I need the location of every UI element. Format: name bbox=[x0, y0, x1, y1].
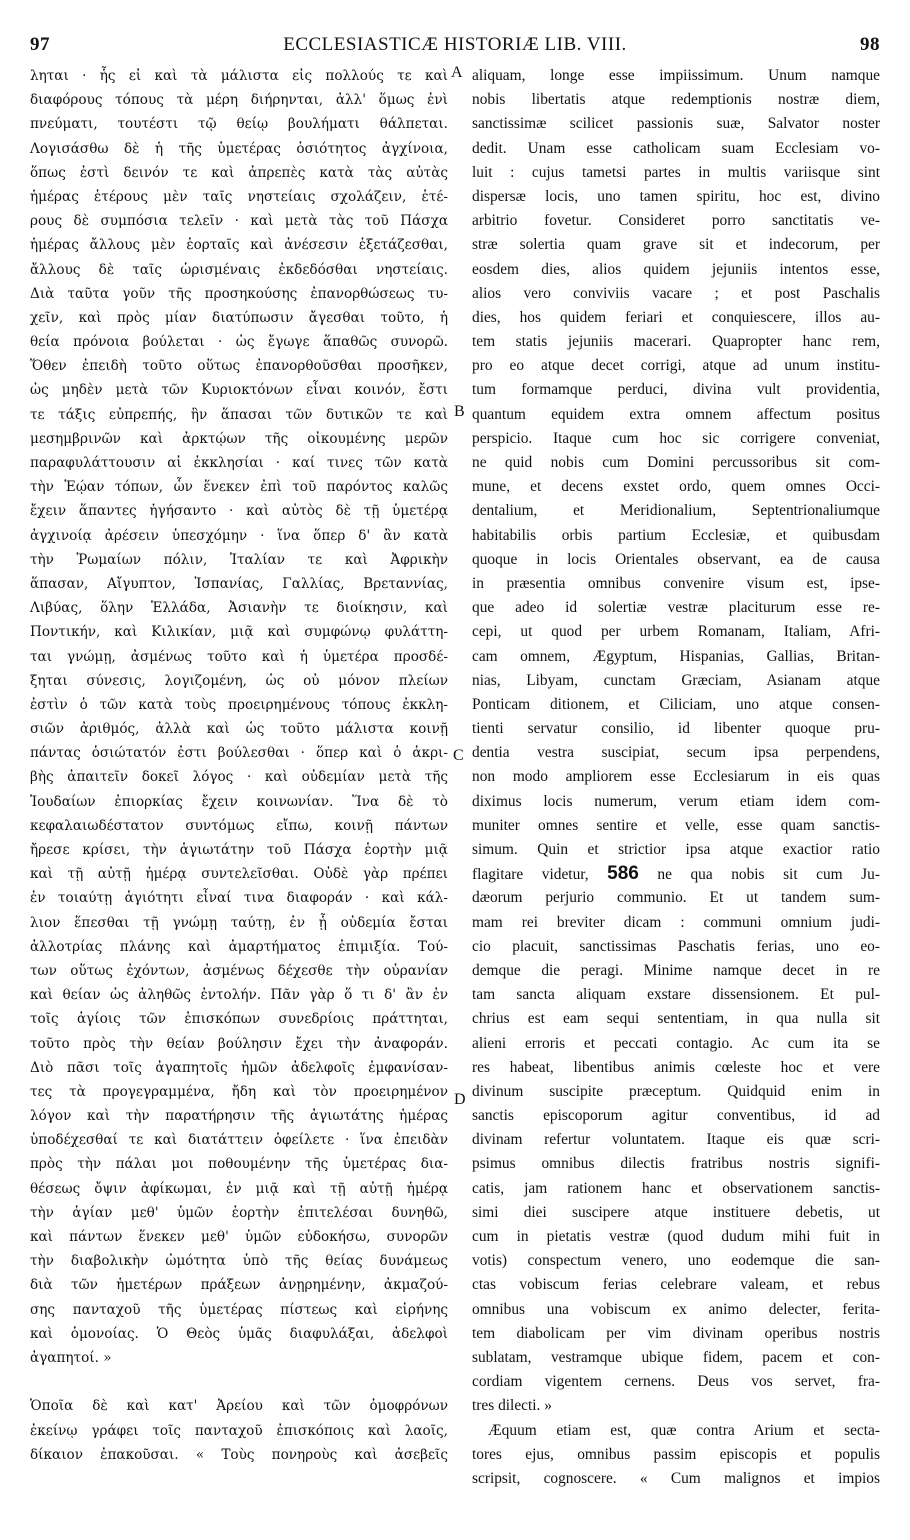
latin-line: nias, Libyam, cunctam Græciam, Asianam atque bbox=[472, 671, 880, 689]
greek-line: ὡς μηδὲν μετὰ τῶν Κυριοκτόνων εἶναι κοινόν, ἔστι bbox=[30, 382, 448, 399]
page-number-left: 97 bbox=[30, 34, 50, 55]
greek-line: τοῦτο πρὸς τὴν θείαν βούλησιν ἔχει τὴν ἀναφοράν. bbox=[30, 1035, 448, 1052]
latin-line: mam rei breviter dicam : communi omnium judi- bbox=[472, 913, 880, 931]
greek-line: ἅπασαν, Αἴγυπτον, Ἱσπανίας, Γαλλίας, Βρεταννίας, bbox=[30, 575, 448, 592]
running-title: ECCLESIASTICÆ HISTORIÆ LIB. VIII. bbox=[283, 34, 627, 55]
greek-line: ται γνώμῃ, ἀσμένως τοῦτο καὶ ἡ ὑμετέρα προσδέ- bbox=[30, 648, 448, 665]
latin-line: arbitrio fovetur. Consideret porro sanctitatis ve- bbox=[472, 212, 880, 230]
greek-line: διαφόρους τόπους τὰ μέρη διήρηνται, ἀλλ' ὅμως ἑνὶ bbox=[30, 92, 448, 109]
greek-line: ἀγαπητοί. » bbox=[30, 1349, 112, 1366]
latin-line: catis, jam rationem hanc et observationem sanctis- bbox=[472, 1179, 880, 1197]
latin-line: Ponticam ditionem, et Ciliciam, uno atque consen- bbox=[472, 695, 880, 713]
latin-line: dies, hos quidem feriari et conquiescere, illos au- bbox=[472, 308, 880, 326]
greek-line: κεφαλαιωδέστατον συντόμως εἴπω, κοινῇ πάντων bbox=[30, 817, 448, 834]
latin-line-new-paragraph: scripsit, cognoscere. « Cum malignos et impios bbox=[472, 1469, 880, 1487]
greek-line: των οὕτως ἐχόντων, ἀσμένως δέχεσθε τὴν οὐρανίαν bbox=[30, 962, 448, 979]
greek-line: Λιβύας, ὅλην Ἑλλάδα, Ἀσιανὴν τε διοίκησιν, καὶ bbox=[30, 600, 448, 617]
latin-line: cum in pietatis vestræ (quod dudum mihi fuit in bbox=[472, 1228, 880, 1245]
greek-line: ἤρεσε κρίσει, τὴν ἁγιωτάτην τοῦ Πάσχα ἑορτὴν μιᾷ bbox=[30, 842, 448, 858]
latin-line: pro eo atque decet corrigi, atque ad unum institu- bbox=[472, 357, 880, 375]
latin-line: ctas vobiscum ferias celebrare valeam, et rebus bbox=[472, 1276, 880, 1294]
greek-line: πρὸς τὴν πάλαι μοι ποθουμένην τῆς ὑμετέρας δια- bbox=[30, 1156, 448, 1173]
latin-line: luit : cujus tametsi partes in multis variisque sint bbox=[472, 163, 880, 181]
margin-letter-c: C bbox=[453, 747, 464, 764]
greek-line: Διὰ ταῦτα γοῦν τῆς προσηκούσης ἐπανορθώσεως τυ- bbox=[30, 285, 448, 302]
greek-line: ἔχειν ἅπαντες ἡγήσαντο · καὶ αὐτὸς δὲ τῇ ὑμετέρᾳ bbox=[30, 503, 448, 520]
latin-line: sublatam, vestramque ubique fidem, pacem et con- bbox=[472, 1348, 880, 1366]
greek-line: τὴν Ἑῴαν τόπων, ὧν ἕνεκεν ἐπὶ τοῦ παρόντος καλῶς bbox=[30, 479, 448, 496]
column-number: 586 bbox=[607, 863, 639, 885]
margin-letter-d: D bbox=[454, 1091, 466, 1108]
greek-line: μεσημβρινῶν καὶ ἀρκτῴων τῆς οἰκουμένης μερῶν bbox=[30, 430, 448, 447]
latin-line: tem diabolicam per vim divinam operibus nostris bbox=[472, 1324, 880, 1342]
greek-line: ξηται σύνεσις, λογιζομένη, ὡς οὐ μόνον πλείων bbox=[30, 672, 448, 689]
latin-line-segment: flagitare videtur, bbox=[472, 866, 589, 884]
greek-line: σης πανταχοῦ τῆς ὑμετέρας πίστεως καὶ εἰρήνης bbox=[30, 1301, 448, 1318]
latin-column bbox=[472, 64, 880, 1491]
greek-line: τες τὰ προγεγραμμένα, ἤδη καὶ τὸν προειρημένον bbox=[30, 1083, 448, 1100]
latin-line: dedit. Unam esse catholicam suam Ecclesiam vo- bbox=[472, 139, 880, 157]
paragraph-gap bbox=[30, 1370, 448, 1394]
greek-line: καὶ τῇ αὐτῇ ἡμέρᾳ συντελεῖσθαι. Οὐδὲ γὰρ πρέπει bbox=[30, 866, 448, 883]
latin-line: aliquam, longe esse impiissimum. Unum namque bbox=[472, 67, 880, 84]
latin-line bbox=[472, 862, 880, 886]
latin-line: tam sancta aliquam exstare dissensionem. Et pul- bbox=[472, 986, 880, 1004]
latin-line: alios vero conviviis vacare ; et post Paschalis bbox=[472, 284, 880, 302]
greek-line: Διὸ πᾶσι τοῖς ἀγαπητοῖς ἡμῶν ἀδελφοῖς ἐμφανίσαν- bbox=[30, 1059, 448, 1076]
greek-line: ἡμέρας ἄλλους μὲν ἑορταῖς καὶ ἀνέσεσιν ἐξετάζεσθαι, bbox=[30, 237, 448, 254]
greek-line: χεῖν, καὶ πρὸς μίαν διατύπωσιν ἄγεσθαι τοῦτο, ἡ bbox=[30, 309, 448, 326]
latin-line: divinam refertur voluntatem. Itaque eis quæ scri- bbox=[472, 1131, 880, 1149]
greek-line: καὶ ὁμονοίας. Ὁ Θεὸς ὑμᾶς διαφυλάξαι, ἀδελφοὶ bbox=[30, 1325, 448, 1342]
latin-line: quoque in locis Orientales observant, ea de causa bbox=[472, 550, 880, 568]
greek-line: λόγον καὶ τὴν παρατήρησιν τῆς ἁγιωτάτης ἡμέρας bbox=[30, 1108, 448, 1125]
greek-line: ληται · ἧς εἰ καὶ τὰ μάλιστα εἰς πολλούς τε καὶ bbox=[30, 68, 448, 84]
greek-line: ἄλλους δὲ ταῖς ὡρισμέναις ἐκδεδόσθαι νηστείαις. bbox=[30, 261, 448, 278]
latin-line: omnibus una vobiscum ex animo delecter, ferita- bbox=[472, 1300, 880, 1318]
latin-line: sanctissimæ scilicet passionis suæ, Salvator noster bbox=[472, 115, 880, 133]
latin-line: que adeo id solertiæ vestræ placiturum esse re- bbox=[472, 599, 880, 617]
latin-line: muniter omnes sentire et velle, esse quam sanctis- bbox=[472, 816, 880, 834]
greek-line: παραφυλάττουσιν αἱ ἐκκλησίαι · καί τινες τῶν κατὰ bbox=[30, 455, 448, 471]
greek-line: βὴς ἀπαιτεῖν δοκεῖ λόγος · καὶ οὐδεμίαν μετὰ τῆς bbox=[30, 769, 448, 786]
greek-line: θέσεως ὄψιν ἀφίκωμαι, ἐν μιᾷ καὶ τῇ αὐτῇ ἡμέρᾳ bbox=[30, 1180, 448, 1197]
greek-line: θεία πρόνοια βούλεται · ὡς ἔγωγε ἅπαθῶς συνορῶ. bbox=[30, 334, 448, 351]
latin-line: simum. Quin et strictior ipsa atque exactior ratio bbox=[472, 841, 880, 858]
latin-line: votis) conspectum venero, uno eodemque die san- bbox=[472, 1252, 880, 1270]
latin-line: cordiam vigentem cernens. Deus vos servet, fra- bbox=[472, 1373, 880, 1391]
latin-line: mune, et decens exstet ordo, quem omnes Occi- bbox=[472, 478, 880, 496]
latin-line: cepi, ut quod per urbem Romanam, Italiam, Afri- bbox=[472, 623, 880, 641]
running-header bbox=[30, 34, 880, 60]
greek-line: σιῶν ἀριθμός, ἀλλὰ καὶ ὡς τοῦτο μάλιστα κοινῇ bbox=[30, 721, 448, 738]
latin-line: divinum suscipite præceptum. Quidquid enim in bbox=[472, 1082, 880, 1100]
greek-line: ἐν τοιαύτῃ ἁγιότητι εἶναί τινα διαφοράν · καὶ κάλ- bbox=[30, 890, 448, 907]
latin-line: quantum equidem extra omnem affectum positus bbox=[472, 405, 880, 423]
greek-line: τὴν διαβολικὴν ὠμότητα ὑπὸ τῆς θείας δυνάμεως bbox=[30, 1253, 448, 1270]
latin-line: chrius est eam sequi sententiam, in qua nulla sit bbox=[472, 1010, 880, 1028]
greek-line: ἐστὶν ὁ τῶν κατὰ τοὺς προειρημένους τόπους ἐκκλη- bbox=[30, 696, 448, 713]
greek-line: ὑποδέχεσθαί τε καὶ διατάττειν ὀφείλετε · ἵνα ἐπειδὰν bbox=[30, 1132, 448, 1149]
latin-line: perspicio. Itaque cum hoc sic corrigere conveniat, bbox=[472, 429, 880, 447]
latin-line: tum formamque perduci, divina vult providentia, bbox=[472, 381, 880, 399]
greek-line: λιον ἕπεσθαι τῇ γνώμῃ ταύτῃ, ἐν ᾗ οὐδεμία ἔσται bbox=[30, 914, 448, 931]
latin-line: dentalium, et Meridionalium, Septentrionaliumque bbox=[472, 502, 880, 520]
latin-line: cam omnem, Ægyptum, Hispanias, Gallias, Britan- bbox=[472, 647, 880, 665]
greek-line: ὅπως ἐστὶ δεινόν τε καὶ ἀπρεπὲς κατὰ τὰς αὐτὰς bbox=[30, 164, 448, 181]
greek-line: ἀγχινοίᾳ ἀρέσειν ὑπεσχόμην · ἵνα ὅπερ δ' ἂν κατὰ bbox=[30, 527, 448, 544]
greek-line: διὰ τῶν ἡμετέρων πράξεων ἀνῃρημένην, ἀκμαζού- bbox=[30, 1277, 448, 1294]
latin-line-new-paragraph: Æquum etiam est, quæ contra Arium et secta- bbox=[488, 1421, 880, 1439]
latin-line: non modo ampliorem esse Ecclesiarum in eis quas bbox=[472, 768, 880, 786]
latin-line: tres dilecti. » bbox=[472, 1397, 552, 1415]
latin-line: dentia vestra suscipiat, secum ipsa perpendens, bbox=[472, 744, 880, 762]
greek-line: τοῖς ἁγίοις τῶν ἐπισκόπων συνεδρίοις πράττηται, bbox=[30, 1011, 448, 1028]
greek-line: ρους δὲ συμπόσια τελεῖν · καὶ μετὰ τὰς τοῦ Πάσχα bbox=[30, 213, 448, 230]
greek-line: ἐκείνῳ γράφει τοῖς πανταχοῦ ἐπισκόποις καὶ λαοῖς, bbox=[30, 1422, 448, 1439]
latin-line: res habeat, libentibus animis cœleste hoc et vere bbox=[472, 1058, 880, 1076]
margin-letter-a: A bbox=[451, 64, 463, 81]
greek-line: Ποντικήν, καὶ Κιλικίαν, μιᾷ καὶ συμφώνῳ φυλάττη- bbox=[30, 624, 448, 641]
latin-line: cio placuit, sanctissimas Paschatis ferias, uno eo- bbox=[472, 937, 880, 955]
latin-line: psimus omnibus dilectis fratribus nostris signifi- bbox=[472, 1155, 880, 1173]
greek-line: Ἰουδαίων ἐπιορκίας ἔχειν κοινωνίαν. Ἵνα δὲ τὸ bbox=[30, 793, 448, 810]
latin-line: tem statis jejuniis macerari. Quapropter hanc rem, bbox=[472, 333, 880, 351]
greek-line: δίκαιον ἐπακοῦσαι. « Τοὺς πονηροὺς καὶ ἀσεβεῖς bbox=[30, 1446, 448, 1463]
greek-line: πάντας ὁσιώτατόν ἐστι βούλεσθαι · ὅπερ καὶ ὁ ἀκρι- bbox=[30, 745, 448, 762]
greek-line: Λογισάσθω δὲ ἡ τῆς ὑμετέρας ὁσιότητος ἀγχίνοια, bbox=[30, 140, 448, 157]
latin-line: dispersæ locis, uno tamen spiritu, hoc est, divino bbox=[472, 187, 880, 205]
greek-line: καὶ πάντων ἕνεκεν μεθ' ὑμῶν εὐδοκήσω, συνορῶν bbox=[30, 1229, 448, 1245]
latin-line: diximus locis numerum, verum etiam idem com- bbox=[472, 792, 880, 810]
greek-line: ἡμέρας ἑτέρους μὲν ταῖς νηστείαις σχολάζειν, ἑτέ- bbox=[30, 188, 448, 205]
latin-line: in præsentia omnibus convenire visum est, ipse- bbox=[472, 574, 880, 592]
margin-letter-b: B bbox=[454, 403, 465, 420]
latin-line-new-paragraph: tores ejus, omnibus passim episcopis et populis bbox=[472, 1445, 880, 1463]
latin-line: demque die peragi. Minime namque decet in re bbox=[472, 961, 880, 979]
greek-line: καὶ θείαν ὡς ἀληθῶς ἐντολήν. Πᾶν γὰρ ὅ τι δ' ἂν ἐν bbox=[30, 987, 448, 1004]
greek-line: πνεύματι, τουτέστι τῷ θείῳ βουλήματι θάλπεται. bbox=[30, 116, 448, 133]
latin-line: eosdem dies, alios quidem jejuniis intentos esse, bbox=[472, 260, 880, 278]
latin-line: alieni erroris et peccati contagio. Ac cum ita se bbox=[472, 1034, 880, 1052]
page-number-right: 98 bbox=[860, 34, 880, 55]
greek-line: ἀλλοτρίας πλάνης καὶ ἁμαρτήματος ἐπιμιξία. Τού- bbox=[30, 938, 448, 955]
latin-line: ne quid nobis cum Domini percussoribus sit com- bbox=[472, 454, 880, 471]
latin-line: stræ solertia quam grave sit et indecorum, per bbox=[472, 236, 880, 254]
greek-line: τὴν ἁγίαν μεθ' ὑμῶν ἑορτὴν ἐπιτελέσαι δυνηθῶ, bbox=[30, 1204, 448, 1221]
latin-line-segment: ne qua nobis sit cum Ju- bbox=[657, 866, 880, 884]
latin-line: sanctis episcoporum agitur conventibus, id ad bbox=[472, 1107, 880, 1125]
latin-line: habitabilis orbis partium Ecclesiæ, et quibusdam bbox=[472, 526, 880, 544]
greek-line: τε τάξις εὐπρεπής, ἣν ἅπασαι τῶν δυτικῶν τε καὶ bbox=[30, 406, 448, 423]
greek-line: Ὁποῖα δὲ καὶ κατ' Ἀρείου καὶ τῶν ὁμοφρόνων bbox=[30, 1398, 448, 1415]
greek-column bbox=[30, 64, 448, 1467]
latin-line: tienti servatur consilio, id libenter quoque pru- bbox=[472, 720, 880, 738]
latin-line: nobis libertatis atque redemptionis nostræ diem, bbox=[472, 91, 880, 109]
latin-line: dæorum perjurio communio. Et ut tandem sum- bbox=[472, 889, 880, 907]
greek-line: Ὅθεν ἐπειδὴ τοῦτο οὕτως ἐπανορθοῦσθαι προσῆκεν, bbox=[30, 358, 448, 375]
latin-line: simi diei suscipere atque instituere debetis, ut bbox=[472, 1203, 880, 1221]
greek-line: τὴν Ῥωμαίων πόλιν, Ἰταλίαν τε καὶ Ἀφρικὴν bbox=[30, 551, 448, 568]
